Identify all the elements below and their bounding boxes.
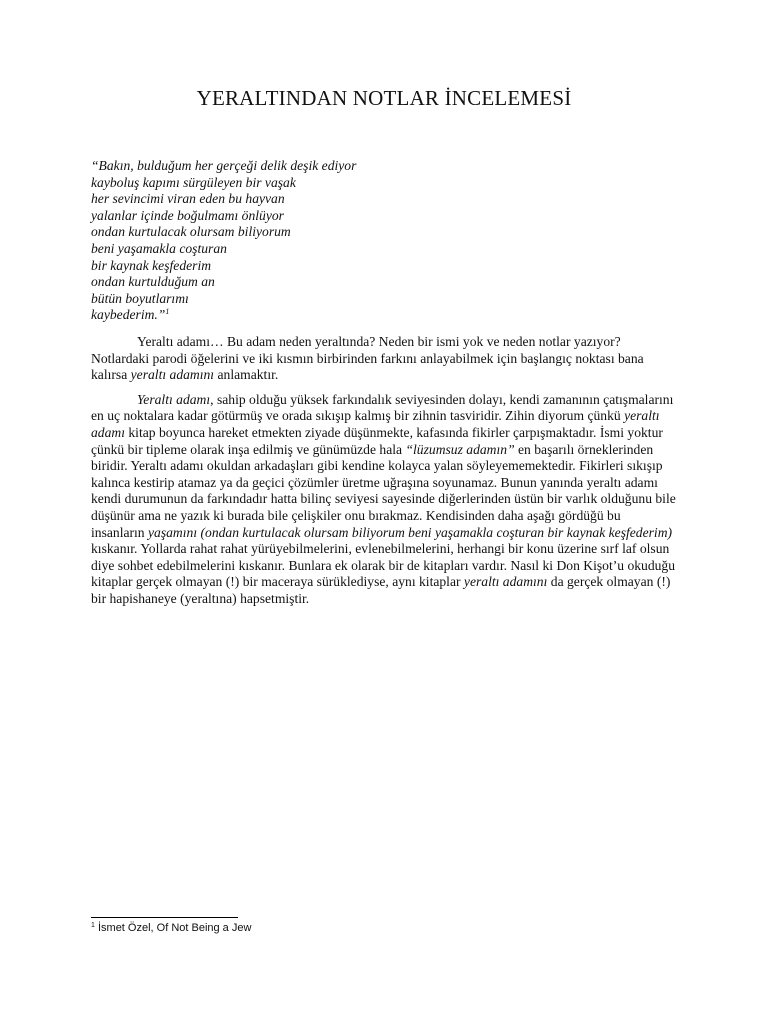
poem-line: ondan kurtulduğum an xyxy=(91,274,215,290)
poem-line: beni yaşamakla coşturan xyxy=(91,240,227,256)
footnote-separator xyxy=(91,917,238,918)
paragraph-text: kitap boyunca hareket etmekten ziyade düşünmekte, kafasında fikirler çarpışmaktadır. İsmi yoktur çünkü bir tipleme olarak inşa edilmiş ve günümüzde hala xyxy=(91,424,663,457)
italic-text: yeraltı adamı xyxy=(91,408,660,440)
italic-text: Yeraltı adamı xyxy=(137,391,211,407)
paragraph-text: , sahip olduğu yüksek farkındalık seviyesinden dolayı, kendi zamanının çatışmalarını en uç noktalara kadar götürmüş ve orada sıkışıp kalmış bir zihnin tasviridir. Zihin diyorum çünkü xyxy=(91,391,674,424)
footnote xyxy=(91,922,251,934)
poem-line: bütün boyutlarımı xyxy=(91,290,189,306)
paragraph xyxy=(91,392,676,608)
paragraph-text: en başarılı örneklerinden biridir. Yeraltı adamı okuldan arkadaşları gibi kendine kolayca yalan söyleyememektedir. Fikirleri sıkışıp kalınca kestirip atamaz ya da geçici çözümler üretme uğraşına soyunamaz. Bunun yanında yeraltı adamı kendi durumunun da farkındadır hatta bilinç seviyesi sayesinde diğerlerinden üstün bir varlık olduğunu bile düşünür ama ne yazık ki burada bile çelişkiler onu bırakmaz. Kendisinden daha aşağı gördüğü bu insanların xyxy=(91,441,676,540)
epigraph-poem xyxy=(91,158,356,324)
footnote-text: İsmet Özel, Of Not Being a Jew xyxy=(97,922,252,934)
poem-line: her sevincimi viran eden bu hayvan xyxy=(91,191,285,207)
poem-line: bir kaynak keşfederim xyxy=(91,257,212,273)
paragraph-text: Yeraltı adamı… Bu adam neden yeraltında? Neden bir ismi yok ve neden notlar yazıyor? Notlardaki parodi öğelerini ve iki kısmın birbirinden farkını anlayabilmek için başlangıç noktası bana kalırsa xyxy=(91,334,644,383)
paragraph-text: kıskanır. Yollarda rahat rahat yürüyebilmelerini, evlenebilmelerini, herhangi bir konu üzerine sırf laf olsun diye sohbet edebilmelerini kıskanır. Bunlara ek olarak bir de kitapları vardır. Nasıl ki Don Kişot’u okuduğu kitaplar gerçek olmayan (!) bir maceraya sürüklediyse, aynı kitaplar xyxy=(91,541,676,590)
poem-line: ondan kurtulacak olursam biliyorum xyxy=(91,224,291,240)
poem-line: yalanlar içinde boğulmamı önlüyor xyxy=(91,207,284,223)
poem-line-last xyxy=(91,307,356,324)
footnote-reference[interactable]: 1 xyxy=(165,307,170,317)
italic-text: yeraltı adamını xyxy=(130,367,215,383)
poem-line-text: kaybederim.” xyxy=(91,307,166,323)
page-title: YERALTINDAN NOTLAR İNCELEMESİ xyxy=(196,86,572,110)
poem-line: “Bakın, bulduğum her gerçeği delik deşik ediyor xyxy=(91,158,357,173)
paragraph xyxy=(91,334,676,384)
body-text xyxy=(91,334,676,616)
footnote-number: 1 xyxy=(91,922,95,929)
italic-text: yaşamını (ondan kurtulacak olursam biliyorum beni yaşamakla coşturan bir kaynak keşfederim) xyxy=(148,524,673,540)
italic-text: yeraltı adamını xyxy=(463,574,548,590)
paragraph-text: anlamaktır. xyxy=(214,367,279,383)
italic-text: “lüzumsuz adamın” xyxy=(405,441,515,457)
poem-line: kayboluş kapımı sürgüleyen bir vaşak xyxy=(91,174,296,190)
paragraph-text: da gerçek olmayan (!) bir hapishaneye (yeraltına) hapsetmiştir. xyxy=(91,574,671,606)
